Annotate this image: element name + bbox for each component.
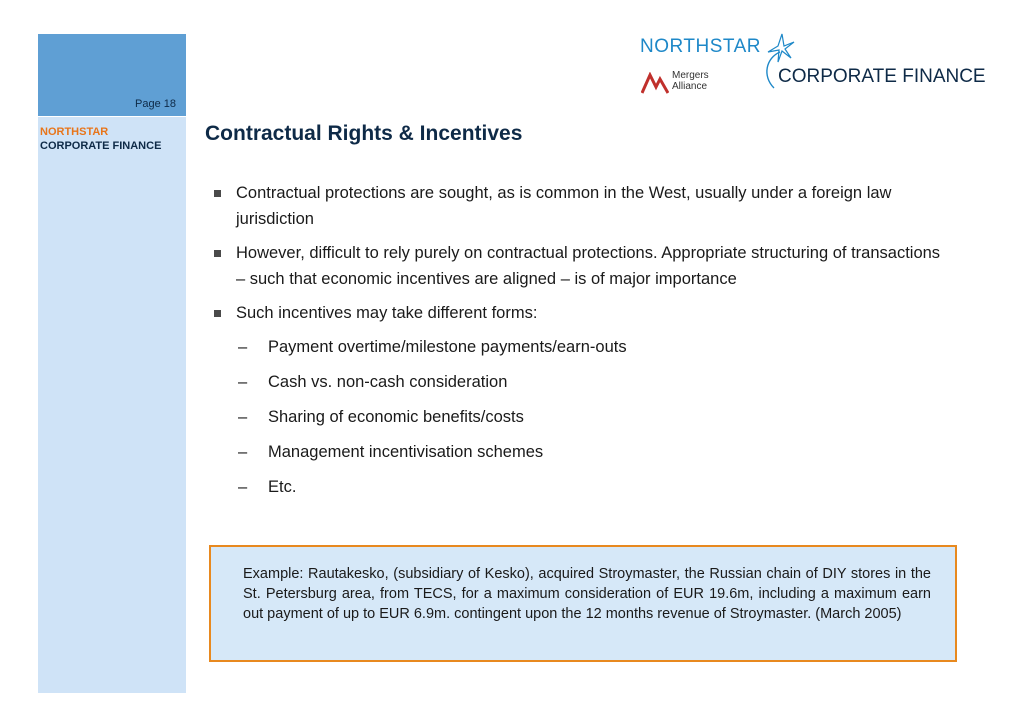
bullet-text: Contractual protections are sought, as is common in the West, usually under a foreign law jurisdiction: [236, 184, 892, 228]
sub-bullet-text: Etc.: [268, 478, 297, 496]
square-bullet-icon: [214, 190, 221, 197]
page-number: Page 18: [135, 98, 176, 110]
sub-bullet-text: Sharing of economic benefits/costs: [268, 408, 524, 426]
dash-bullet: –: [238, 338, 248, 356]
sub-bullet-text: Cash vs. non-cash consideration: [268, 373, 508, 391]
dash-bullet: –: [238, 443, 248, 461]
sub-bullet-text: Management incentivisation schemes: [268, 443, 544, 461]
sub-bullet-item: [212, 474, 952, 500]
bullet-text: Such incentives may take different forms:: [236, 304, 538, 322]
example-callout-box: [209, 545, 957, 662]
logo-corporate-finance-text: CORPORATE FINANCE: [778, 66, 986, 87]
sidebar-header-block: [38, 34, 186, 116]
sub-bullet-item: [212, 439, 952, 465]
logo-northstar-text: NORTHSTAR: [640, 36, 761, 57]
mergers-alliance-text: [672, 70, 709, 92]
bullet-text: However, difficult to rely purely on contractual protections. Appropriate structuring of transactions – such that economic incentives are aligned – is of major importance: [236, 244, 941, 288]
bullet-item: [212, 180, 952, 232]
dash-bullet: –: [238, 478, 248, 496]
mergers-label: Mergers: [672, 70, 709, 81]
slide-content: [212, 180, 952, 509]
slide-title: Contractual Rights & Incentives: [205, 122, 523, 145]
sub-bullet-item: [212, 404, 952, 430]
bullet-item: [212, 240, 952, 292]
alliance-label: Alliance: [672, 81, 708, 92]
sub-bullet-item: [212, 334, 952, 360]
example-text: Example: Rautakesko, (subsidiary of Kesko), acquired Stroymaster, the Russian chain of DIY stores in the St. Petersburg area, from TECS, for a maximum consideration of EUR 19.6m, including a maximum earn out payment of up to EUR 6.9m. contingent upon the 12 months revenue of Stroymaster. (March 2005): [243, 566, 931, 622]
sub-bullet-item: [212, 369, 952, 395]
sidebar-brand-northstar: NORTHSTAR: [40, 126, 109, 138]
square-bullet-icon: [214, 310, 221, 317]
sidebar-brand-corporate-finance: CORPORATE FINANCE: [40, 140, 162, 152]
dash-bullet: –: [238, 408, 248, 426]
sub-bullet-text: Payment overtime/milestone payments/earn-outs: [268, 338, 627, 356]
dash-bullet: –: [238, 373, 248, 391]
bullet-item: [212, 300, 952, 326]
mergers-alliance-logo-icon: [641, 72, 669, 94]
sidebar-panel: [38, 117, 186, 693]
square-bullet-icon: [214, 250, 221, 257]
